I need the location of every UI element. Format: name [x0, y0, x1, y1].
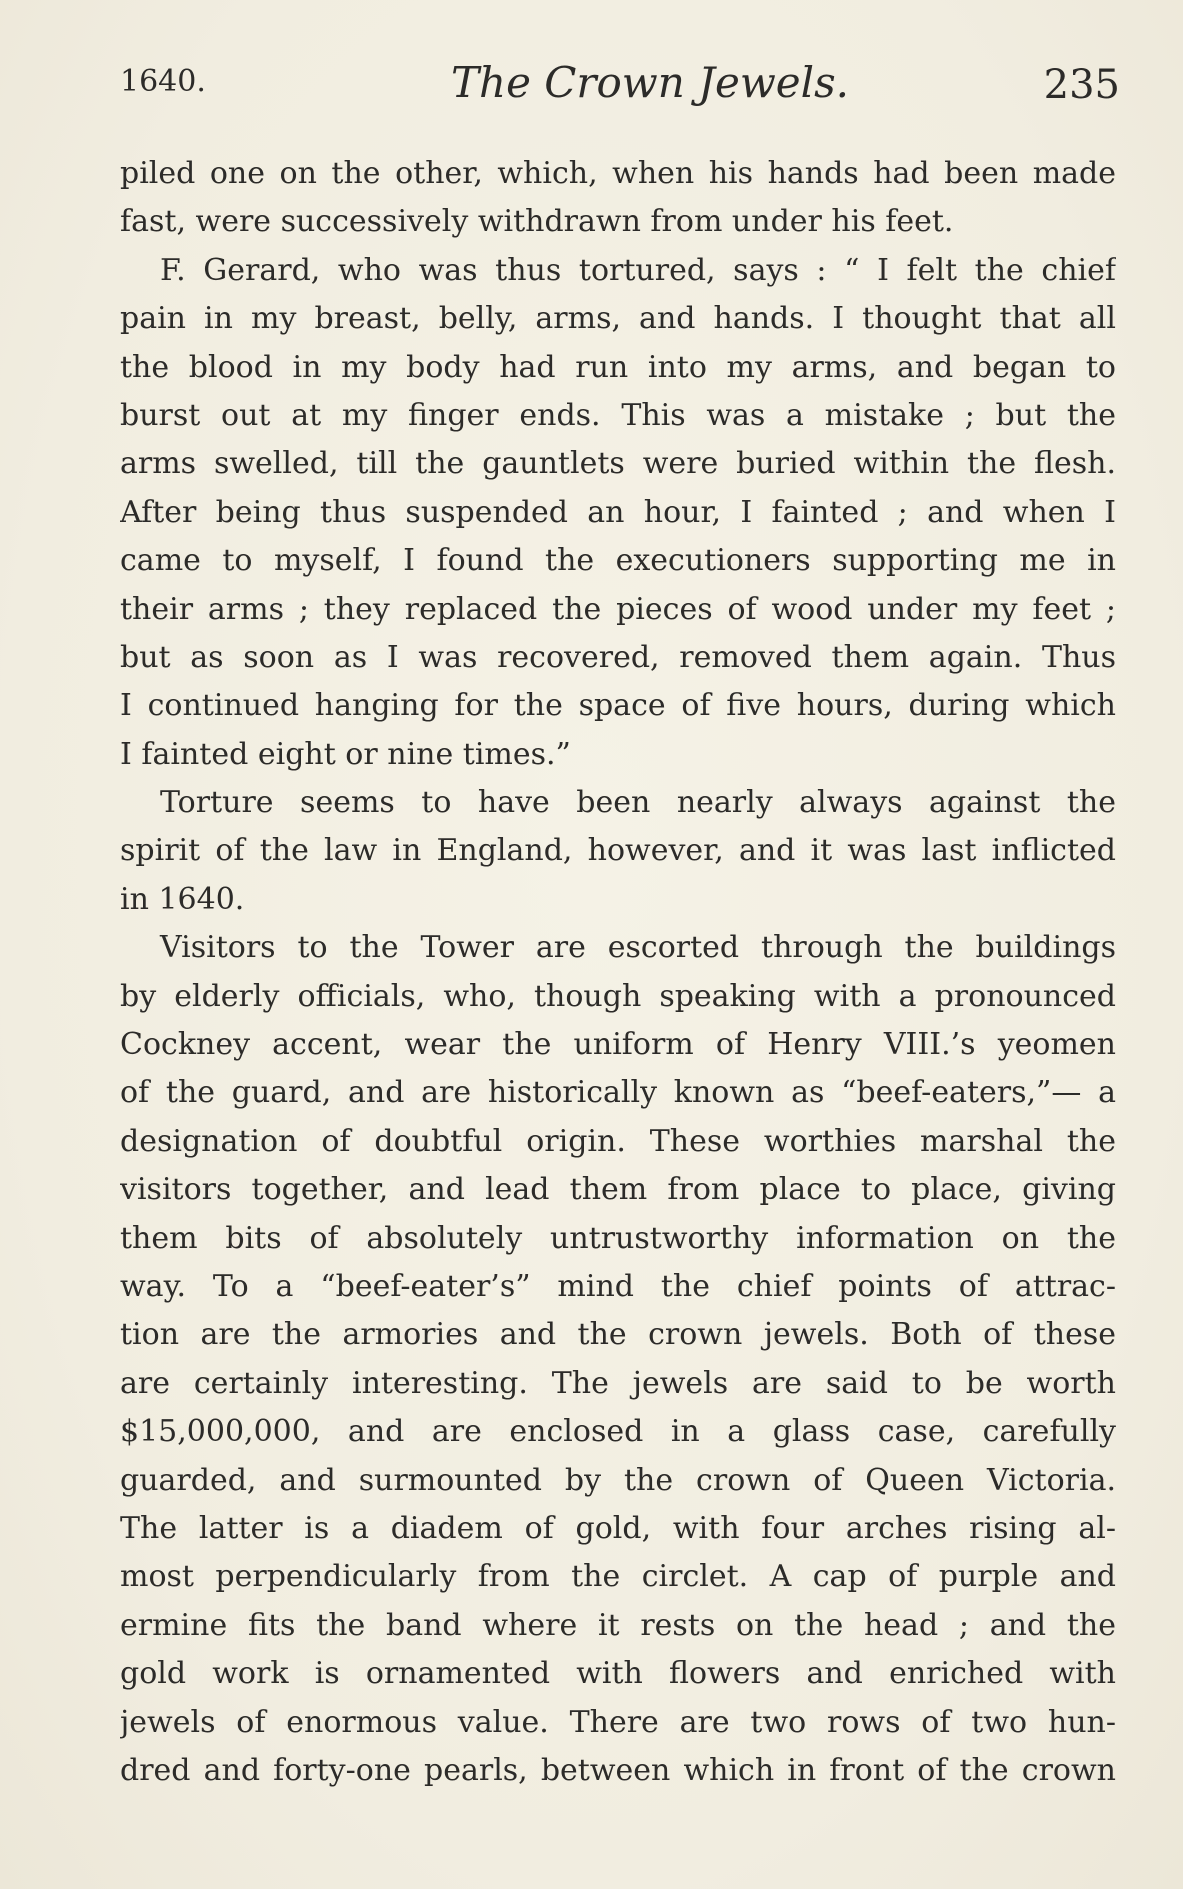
text-line: F. Gerard, who was thus tortured, says : “ I felt the chief: [160, 252, 1116, 288]
text-line: The latter is a diadem of gold, with four arches rising al-: [120, 1510, 1116, 1546]
text-line: arms swelled, till the gauntlets were buried within the flesh.: [120, 446, 1116, 482]
header-year: 1640.: [120, 64, 206, 99]
text-line: visitors together, and lead them from place to place, giving: [120, 1172, 1116, 1208]
text-line: burst out at my finger ends. This was a mistake ; but the: [120, 397, 1116, 433]
text-line: gold work is ornamented with flowers and enriched with: [120, 1656, 1116, 1692]
body-text: [120, 150, 1116, 1795]
header-title: The Crown Jewels.: [451, 58, 849, 107]
text-line: I continued hanging for the space of five hours, during which: [120, 688, 1116, 724]
text-line: jewels of enormous value. There are two rows of two hun-: [120, 1704, 1116, 1740]
text-line: I fainted eight or nine times.”: [120, 736, 571, 772]
text-line: Torture seems to have been nearly always against the: [160, 785, 1116, 821]
running-header: [120, 58, 1120, 118]
text-line: After being thus suspended an hour, I fainted ; and when I: [120, 494, 1116, 530]
text-line: by elderly officials, who, though speaking with a pronounced: [120, 978, 1116, 1014]
page-number: 235: [1043, 62, 1120, 108]
text-line: of the guard, and are historically known as “beef-eaters,”— a: [120, 1075, 1116, 1111]
text-line: fast, were successively withdrawn from under his feet.: [120, 204, 954, 240]
text-line: Visitors to the Tower are escorted through the buildings: [160, 930, 1116, 966]
text-line: most perpendicularly from the circlet. A cap of purple and: [120, 1559, 1116, 1595]
text-line: dred and forty-one pearls, between which in front of the crown: [120, 1752, 1116, 1788]
text-line: way. To a “beef-eater’s” mind the chief points of attrac-: [120, 1268, 1116, 1304]
text-line: ermine fits the band where it rests on the head ; and the: [120, 1607, 1116, 1643]
text-line: came to myself, I found the executioners supporting me in: [120, 543, 1116, 579]
text-line: Cockney accent, wear the uniform of Henry VIII.’s yeomen: [120, 1027, 1116, 1063]
text-line: designation of doubtful origin. These worthies marshal the: [120, 1123, 1116, 1159]
text-line: tion are the armories and the crown jewels. Both of these: [120, 1317, 1116, 1353]
text-line: $15,000,000, and are enclosed in a glass case, carefully: [120, 1414, 1116, 1450]
text-line: in 1640.: [120, 881, 245, 917]
text-line: their arms ; they replaced the pieces of wood under my feet ;: [120, 591, 1116, 627]
text-line: them bits of absolutely untrustworthy information on the: [120, 1220, 1116, 1256]
text-line: but as soon as I was recovered, removed them again. Thus: [120, 639, 1116, 675]
text-line: piled one on the other, which, when his hands had been made: [120, 156, 1116, 191]
text-line: the blood in my body had run into my arms, and began to: [120, 349, 1116, 385]
text-line: pain in my breast, belly, arms, and hands. I thought that all: [120, 301, 1116, 337]
text-line: guarded, and surmounted by the crown of Queen Victoria.: [120, 1462, 1116, 1498]
text-line: spirit of the law in England, however, and it was last inflicted: [120, 833, 1116, 869]
text-line: are certainly interesting. The jewels are said to be worth: [120, 1365, 1116, 1401]
